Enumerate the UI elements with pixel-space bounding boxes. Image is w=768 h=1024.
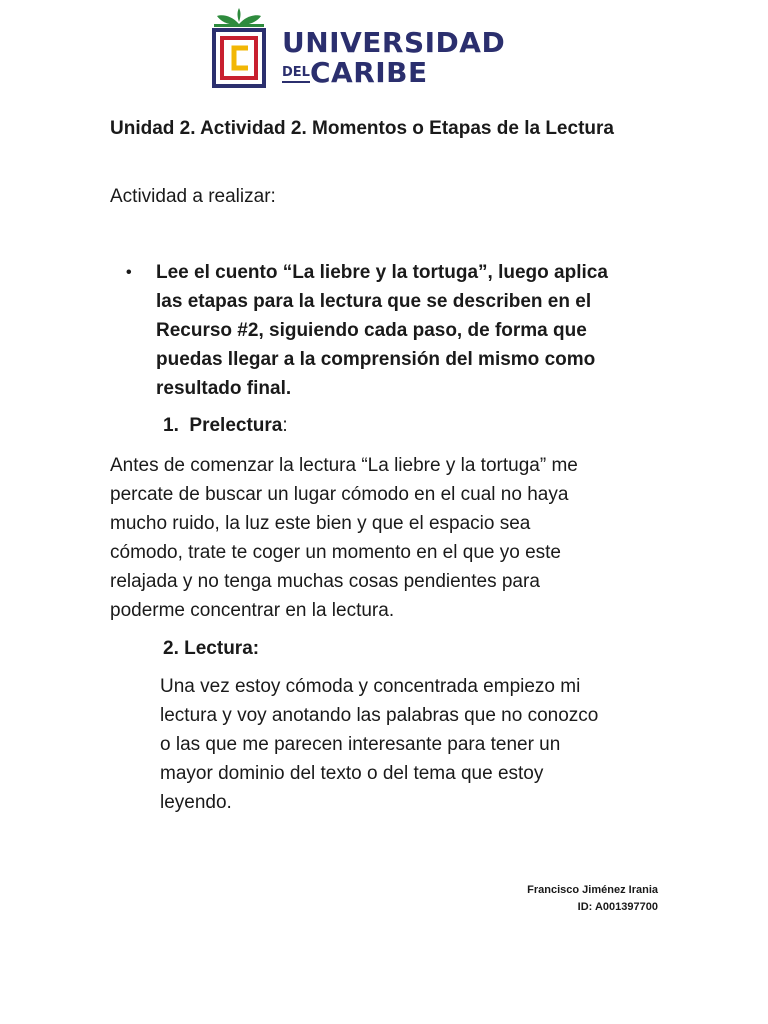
logo-wordmark: [282, 28, 505, 92]
logo-line2: [282, 58, 505, 92]
section-number: 1.: [163, 415, 179, 436]
bullet-line: las etapas para la lectura que se describen en el: [156, 291, 592, 312]
paragraph-line: percate de buscar un lugar cómodo en el cual no haya: [110, 484, 569, 505]
bullet-line: puedas llegar a la comprensión del mismo como: [156, 349, 596, 370]
section-heading-lectura: 2. Lectura:: [163, 638, 260, 659]
university-emblem-icon: [208, 4, 270, 96]
section-heading-prelectura: [163, 411, 288, 440]
author-name: Francisco Jiménez Irania: [527, 884, 658, 896]
prelectura-paragraph: [110, 451, 578, 625]
author-id: ID: A001397700: [577, 901, 658, 913]
paragraph-line: mucho ruido, la luz este bien y que el espacio sea: [110, 513, 531, 534]
paragraph-line: poderme concentrar en la lectura.: [110, 600, 395, 621]
activity-subtitle: Actividad a realizar:: [110, 186, 276, 207]
bullet-line: Recurso #2, siguiendo cada paso, de forma que: [156, 320, 587, 341]
paragraph-line: relajada y no tenga muchas cosas pendientes para: [110, 571, 540, 592]
lectura-paragraph: [160, 672, 598, 817]
section-title: Prelectura: [189, 415, 283, 436]
section-suffix: :: [282, 415, 288, 436]
paragraph-line: cómodo, trate te coger un momento en el que yo este: [110, 542, 561, 563]
bullet-marker: •: [126, 264, 132, 281]
bullet-line: Lee el cuento “La liebre y la tortuga”, luego aplica: [156, 262, 608, 283]
paragraph-line: leyendo.: [160, 792, 232, 813]
university-logo: [208, 4, 508, 96]
paragraph-line: mayor dominio del texto o del tema que estoy: [160, 763, 544, 784]
logo-caribe: CARIBE: [309, 56, 428, 89]
document-title: Unidad 2. Actividad 2. Momentos o Etapas de la Lectura: [110, 118, 614, 139]
bullet-line: resultado final.: [156, 378, 292, 399]
paragraph-line: Una vez estoy cómoda y concentrada empiezo mi: [160, 676, 581, 697]
logo-line1: UNIVERSIDAD: [282, 26, 506, 59]
logo-del: DEL: [282, 65, 310, 83]
paragraph-line: Antes de comenzar la lectura “La liebre y la tortuga” me: [110, 455, 578, 476]
paragraph-line: lectura y voy anotando las palabras que no conozco: [160, 705, 599, 726]
paragraph-line: o las que me parecen interesante para tener un: [160, 734, 561, 755]
author-block: [527, 882, 658, 916]
instruction-bullet: [156, 258, 608, 403]
